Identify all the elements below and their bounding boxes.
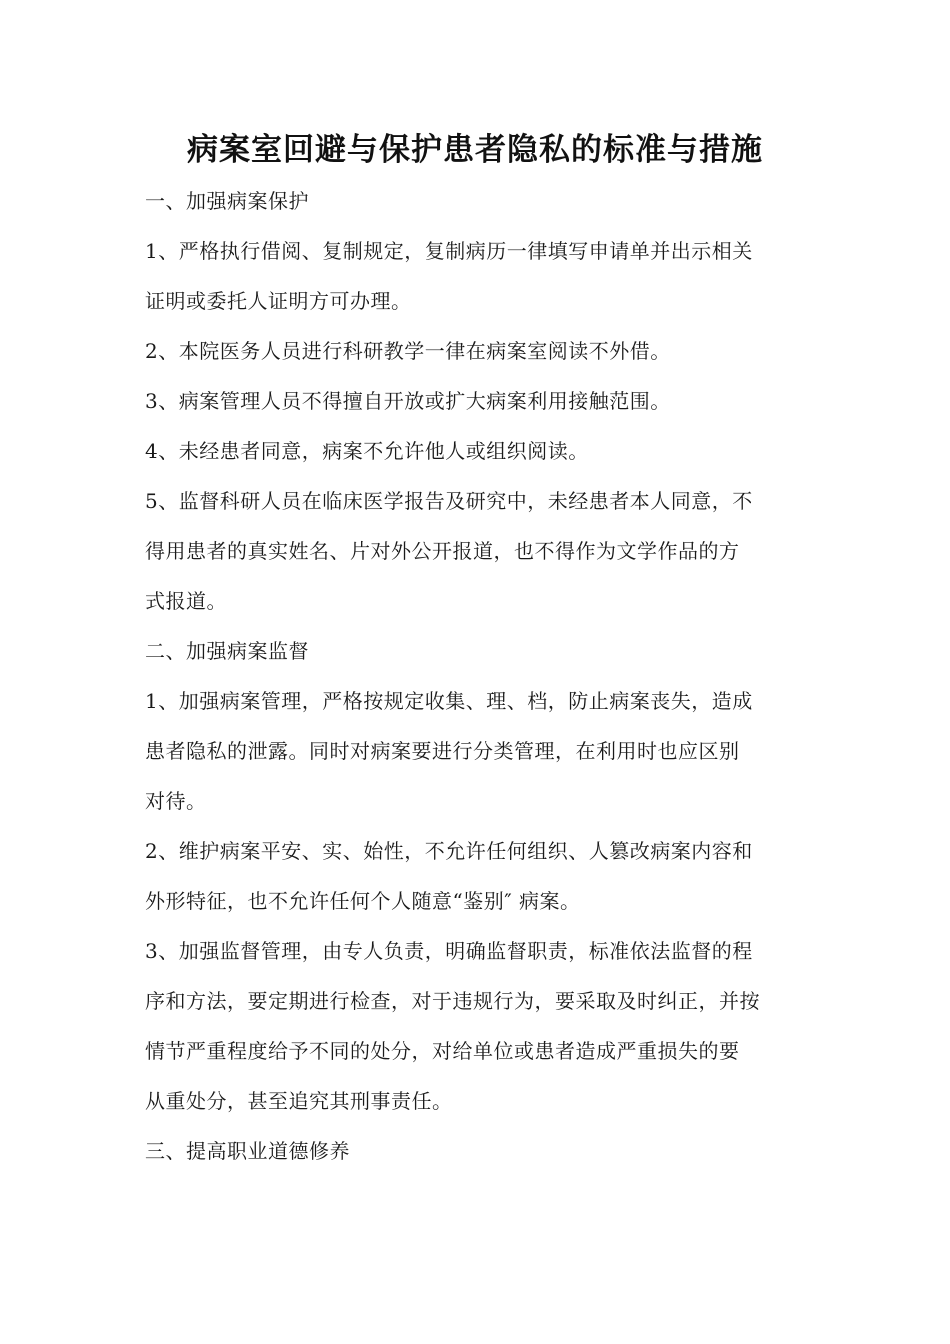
paragraph-line: 3、加强监督管理，由专人负责，明确监督职责，标准依法监督的程 [145,939,753,963]
paragraph-line: 2、维护病案平安、实、始性，不允许任何组织、人篡改病案内容和 [145,839,753,863]
section-heading: 一、加强病案保护 [145,189,309,213]
section-heading: 二、加强病案监督 [145,639,309,663]
paragraph-line: 情节严重程度给予不同的处分，对给单位或患者造成严重损失的要 [145,1039,740,1063]
document-title: 病案室回避与保护患者隐私的标准与措施 [187,132,763,168]
paragraph-line: 1、加强病案管理，严格按规定收集、理、档，防止病案丧失，造成 [145,689,753,713]
paragraph-line: 对待。 [145,789,207,813]
paragraph-line: 证明或委托人证明方可办理。 [145,289,412,313]
paragraph-line: 从重处分，甚至追究其刑事责任。 [145,1089,453,1113]
paragraph-line: 患者隐私的泄露。同时对病案要进行分类管理，在利用时也应区别 [145,739,740,763]
document-body [145,176,805,1176]
paragraph-line: 1、严格执行借阅、复制规定，复制病历一律填写申请单并出示相关 [145,239,753,263]
section-heading: 三、提高职业道德修养 [145,1139,350,1163]
paragraph-line: 外形特征，也不允许任何个人随意“鉴别″ 病案。 [145,889,581,913]
paragraph-line: 3、病案管理人员不得擅自开放或扩大病案利用接触范围。 [145,389,671,413]
paragraph-line: 式报道。 [145,589,227,613]
paragraph-line: 2、本院医务人员进行科研教学一律在病案室阅读不外借。 [145,339,671,363]
paragraph-line: 序和方法，要定期进行检查，对于违规行为，要采取及时纠正，并按 [145,989,760,1013]
paragraph-line: 5、监督科研人员在临床医学报告及研究中，未经患者本人同意，不 [145,489,753,513]
paragraph-line: 得用患者的真实姓名、片对外公开报道，也不得作为文学作品的方 [145,539,740,563]
paragraph-line: 4、未经患者同意，病案不允许他人或组织阅读。 [145,439,589,463]
